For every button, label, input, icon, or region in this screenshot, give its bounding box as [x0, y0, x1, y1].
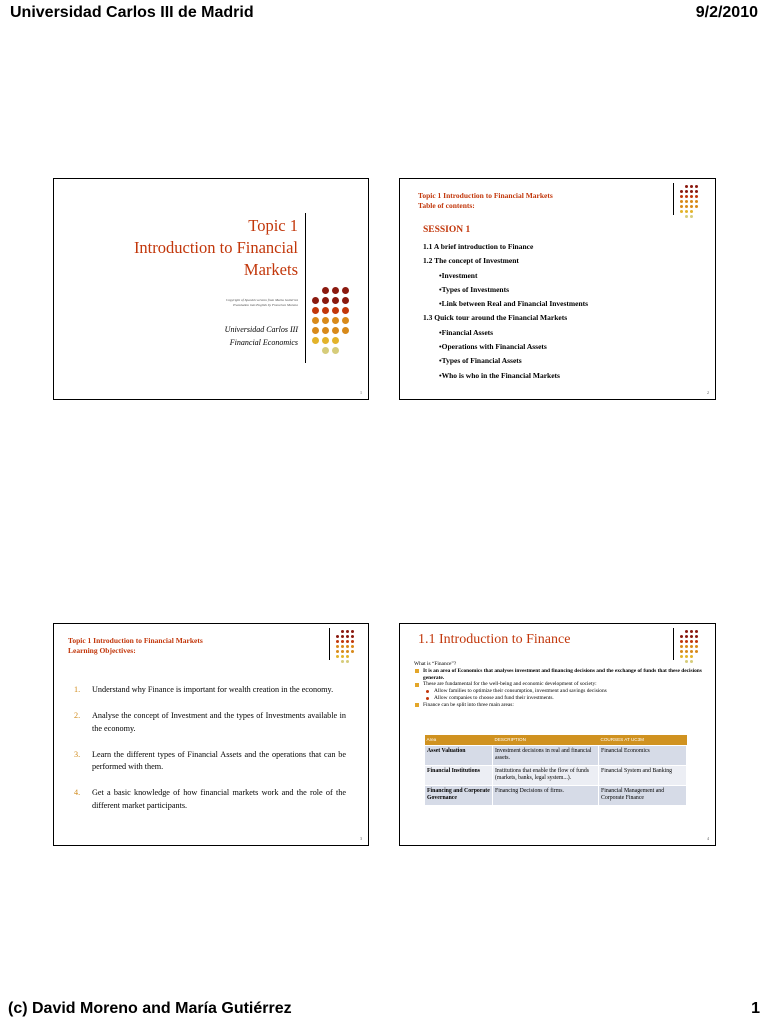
decor-dot: [695, 635, 698, 638]
cell-area: Financing and Corporate Governance: [425, 785, 493, 805]
title-line-1: Topic 1: [248, 216, 298, 235]
cell-area: Financial Institutions: [425, 765, 493, 785]
bullet-areas: Finance can be split into three main areas:: [414, 702, 706, 709]
decor-dot: [680, 200, 683, 203]
decor-dot: [690, 195, 693, 198]
finance-areas-table: [424, 735, 687, 806]
toc-item: 1.1 A brief introduction to Finance: [423, 242, 534, 251]
decor-dot: [695, 210, 698, 213]
cell-courses: Financial System and Banking: [599, 765, 687, 785]
decor-dot: [680, 205, 683, 208]
session-heading: SESSION 1: [423, 225, 471, 235]
decor-dot: [351, 635, 354, 638]
objective-text: Learn the different types of Financial Assets and the operations that can be performed with them.: [92, 749, 346, 772]
objective-text: Understand why Finance is important for wealth creation in the economy.: [92, 685, 334, 694]
decor-dot: [312, 297, 319, 304]
divider-line: [329, 628, 330, 660]
decor-dot: [312, 327, 319, 334]
decor-dot: [685, 195, 688, 198]
slide-number: 3: [360, 836, 362, 841]
objective-number: 1.: [74, 685, 81, 694]
decor-dot: [690, 185, 693, 188]
decor-dot: [685, 630, 688, 633]
slide-3: [53, 623, 369, 846]
divider-line: [305, 213, 306, 363]
decor-dot: [690, 200, 693, 203]
decor-dot: [695, 185, 698, 188]
toc-subitem: •Investment: [439, 270, 478, 280]
toc-subitem: •Link between Real and Financial Investments: [439, 299, 589, 309]
decor-dot: [342, 307, 349, 314]
decor-dot: [695, 200, 698, 203]
decor-dot: [332, 317, 339, 324]
objective-item: [74, 710, 346, 735]
slide-3-header: [68, 636, 203, 656]
decor-dot: [690, 650, 693, 653]
decor-dot: [351, 630, 354, 633]
decor-dot: [680, 630, 683, 633]
cell-description: Investment decisions in real and financial assets.: [493, 745, 599, 765]
decorative-dot-grid: [680, 185, 698, 218]
decor-dot: [332, 347, 339, 354]
decor-dot: [322, 317, 329, 324]
decor-dot: [332, 307, 339, 314]
decor-dot: [322, 287, 329, 294]
decor-dot: [332, 297, 339, 304]
decor-dot: [680, 655, 683, 658]
bullet-fundamental: These are fundamental for the well-being and economic development of society:: [414, 681, 706, 688]
slide-4: [399, 623, 716, 846]
decor-dot: [342, 287, 349, 294]
authors-copyright: (c) David Moreno and María Gutiérrez: [8, 1000, 292, 1017]
decorative-dot-grid: [312, 287, 349, 354]
page-footer: [8, 1000, 760, 1022]
sub-bullet-families: Allow families to optimize their consumption, investment and savings decisions: [414, 688, 706, 695]
objective-number: 3.: [74, 749, 81, 759]
slide-2-header: [418, 191, 553, 211]
divider-line: [673, 628, 674, 660]
slide-number: 4: [707, 836, 709, 841]
decor-dot: [342, 327, 349, 334]
decor-dot: [312, 287, 319, 294]
decor-dot: [322, 297, 329, 304]
header-line-1: Topic 1 Introduction to Financial Markets: [68, 636, 203, 645]
toc-subitem: •Who is who in the Financial Markets: [439, 370, 560, 380]
decor-dot: [685, 185, 688, 188]
objective-number: 2.: [74, 711, 81, 721]
decor-dot: [690, 655, 693, 658]
decor-dot: [346, 660, 349, 663]
decor-dot: [332, 337, 339, 344]
decor-dot: [690, 205, 693, 208]
decor-dot: [341, 645, 344, 648]
question-text: What is “Finance”?: [414, 661, 457, 667]
table-row: [425, 745, 687, 765]
toc-item: 1.3 Quick tour around the Financial Markets: [423, 313, 568, 323]
sub-bullet-companies: Allow companies to choose and fund their investments.: [414, 695, 706, 702]
decor-dot: [685, 205, 688, 208]
slide-1-title: [58, 215, 298, 281]
decor-dot: [336, 630, 339, 633]
decor-dot: [341, 650, 344, 653]
decor-dot: [336, 660, 339, 663]
objective-item: [74, 684, 346, 696]
slide-number: 1: [360, 390, 362, 395]
copyright-line-2: Translation into English by Francisco Moreno: [232, 303, 298, 307]
toc-item: 1.2 The concept of Investment: [423, 256, 519, 266]
decor-dot: [695, 640, 698, 643]
decor-dot: [342, 317, 349, 324]
decor-dot: [680, 635, 683, 638]
decor-dot: [680, 185, 683, 188]
decor-dot: [685, 215, 688, 218]
decor-dot: [312, 347, 319, 354]
objective-number: 4.: [74, 788, 81, 798]
title-line-2: Introduction to Financial: [133, 238, 298, 257]
decor-dot: [336, 650, 339, 653]
decor-dot: [695, 645, 698, 648]
decor-dot: [346, 640, 349, 643]
course-name: Financial Economics: [229, 338, 298, 347]
bullet-definition: It is an area of Economics that analyses investment and financing decisions and the exchange of funds that these decisions generate.: [414, 668, 706, 682]
toc-subitem: •Types of Investments: [439, 284, 509, 294]
decor-dot: [351, 640, 354, 643]
decor-dot: [680, 215, 683, 218]
table-row: [425, 765, 687, 785]
decor-dot: [685, 655, 688, 658]
decor-dot: [690, 640, 693, 643]
decor-dot: [336, 635, 339, 638]
decor-dot: [341, 655, 344, 658]
decor-dot: [322, 307, 329, 314]
decor-dot: [346, 635, 349, 638]
divider-line: [673, 183, 674, 215]
cell-courses: Financial Economics: [599, 745, 687, 765]
decor-dot: [351, 645, 354, 648]
institution-header: Universidad Carlos III de Madrid: [10, 4, 254, 21]
decor-dot: [685, 200, 688, 203]
table-of-contents: [423, 240, 588, 383]
decor-dot: [695, 190, 698, 193]
decor-dot: [342, 297, 349, 304]
cell-description: Financing Decisions of firms.: [493, 785, 599, 805]
decor-dot: [312, 307, 319, 314]
decor-dot: [341, 660, 344, 663]
decor-dot: [685, 210, 688, 213]
cell-description: Institutions that enable the flow of funds (markets, banks, legal system...).: [493, 765, 599, 785]
decor-dot: [322, 337, 329, 344]
decor-dot: [342, 347, 349, 354]
decor-dot: [695, 650, 698, 653]
slide-number: 2: [707, 390, 709, 395]
decor-dot: [322, 347, 329, 354]
slide-4-body: [414, 661, 706, 709]
decor-dot: [312, 317, 319, 324]
decor-dot: [690, 190, 693, 193]
decor-dot: [346, 645, 349, 648]
decor-dot: [695, 215, 698, 218]
table-row: [425, 785, 687, 805]
decor-dot: [336, 640, 339, 643]
decor-dot: [690, 645, 693, 648]
decor-dot: [336, 655, 339, 658]
header-line-1: Topic 1 Introduction to Financial Markets: [418, 191, 553, 200]
objective-text: Analyse the concept of Investment and the types of Investments available in the economy.: [92, 711, 346, 733]
decor-dot: [336, 645, 339, 648]
decor-dot: [690, 215, 693, 218]
decor-dot: [695, 630, 698, 633]
decor-dot: [695, 655, 698, 658]
decor-dot: [346, 650, 349, 653]
cell-courses: Financial Management and Corporate Finance: [599, 785, 687, 805]
decor-dot: [680, 650, 683, 653]
column-header-area: Area: [425, 735, 493, 745]
decor-dot: [332, 287, 339, 294]
decor-dot: [690, 210, 693, 213]
copyright-note: [226, 298, 298, 308]
decor-dot: [690, 635, 693, 638]
decor-dot: [351, 660, 354, 663]
decor-dot: [685, 190, 688, 193]
institution-block: [225, 323, 298, 349]
decor-dot: [690, 630, 693, 633]
header-line-2: Table of contents:: [418, 201, 475, 210]
decor-dot: [351, 650, 354, 653]
column-header-description: DESCRIPTION: [493, 735, 599, 745]
slide-4-title: 1.1 Introduction to Finance: [418, 632, 571, 647]
decor-dot: [680, 195, 683, 198]
decor-dot: [680, 645, 683, 648]
title-line-3: Markets: [243, 260, 298, 279]
objectives-list: [74, 684, 346, 826]
decor-dot: [680, 640, 683, 643]
institution-name: Universidad Carlos III: [224, 325, 298, 334]
decorative-dot-grid: [336, 630, 354, 663]
slide-2: [399, 178, 716, 400]
objective-item: [74, 749, 346, 774]
page-number: 1: [751, 1000, 760, 1017]
header-line-2: Learning Objectives:: [68, 646, 136, 655]
toc-subitem: •Operations with Financial Assets: [439, 342, 547, 352]
decor-dot: [322, 327, 329, 334]
decor-dot: [341, 630, 344, 633]
decor-dot: [346, 630, 349, 633]
decor-dot: [341, 635, 344, 638]
toc-subitem: •Financial Assets: [439, 327, 494, 337]
cell-area: Asset Valuation: [425, 745, 493, 765]
decor-dot: [685, 640, 688, 643]
table-header-row: [425, 735, 687, 745]
decor-dot: [695, 205, 698, 208]
objective-item: [74, 787, 346, 812]
decor-dot: [680, 210, 683, 213]
decor-dot: [312, 337, 319, 344]
decor-dot: [695, 195, 698, 198]
decor-dot: [351, 655, 354, 658]
copyright-line-1: Copyright of Spanish version from María Gutiérrez: [225, 298, 298, 302]
header-date: 9/2/2010: [695, 4, 758, 21]
decor-dot: [680, 190, 683, 193]
decor-dot: [346, 655, 349, 658]
decor-dot: [685, 650, 688, 653]
objective-text: Get a basic knowledge of how financial markets work and the role of the different market participants.: [92, 788, 346, 810]
page-header: [10, 4, 758, 26]
decor-dot: [685, 635, 688, 638]
toc-subitem: •Types of Financial Assets: [439, 356, 522, 366]
decor-dot: [685, 645, 688, 648]
column-header-courses: COURSES AT UC3M: [599, 735, 687, 745]
decor-dot: [341, 640, 344, 643]
decor-dot: [342, 337, 349, 344]
slide-1: [53, 178, 369, 400]
decorative-dot-grid: [680, 630, 698, 663]
decor-dot: [332, 327, 339, 334]
